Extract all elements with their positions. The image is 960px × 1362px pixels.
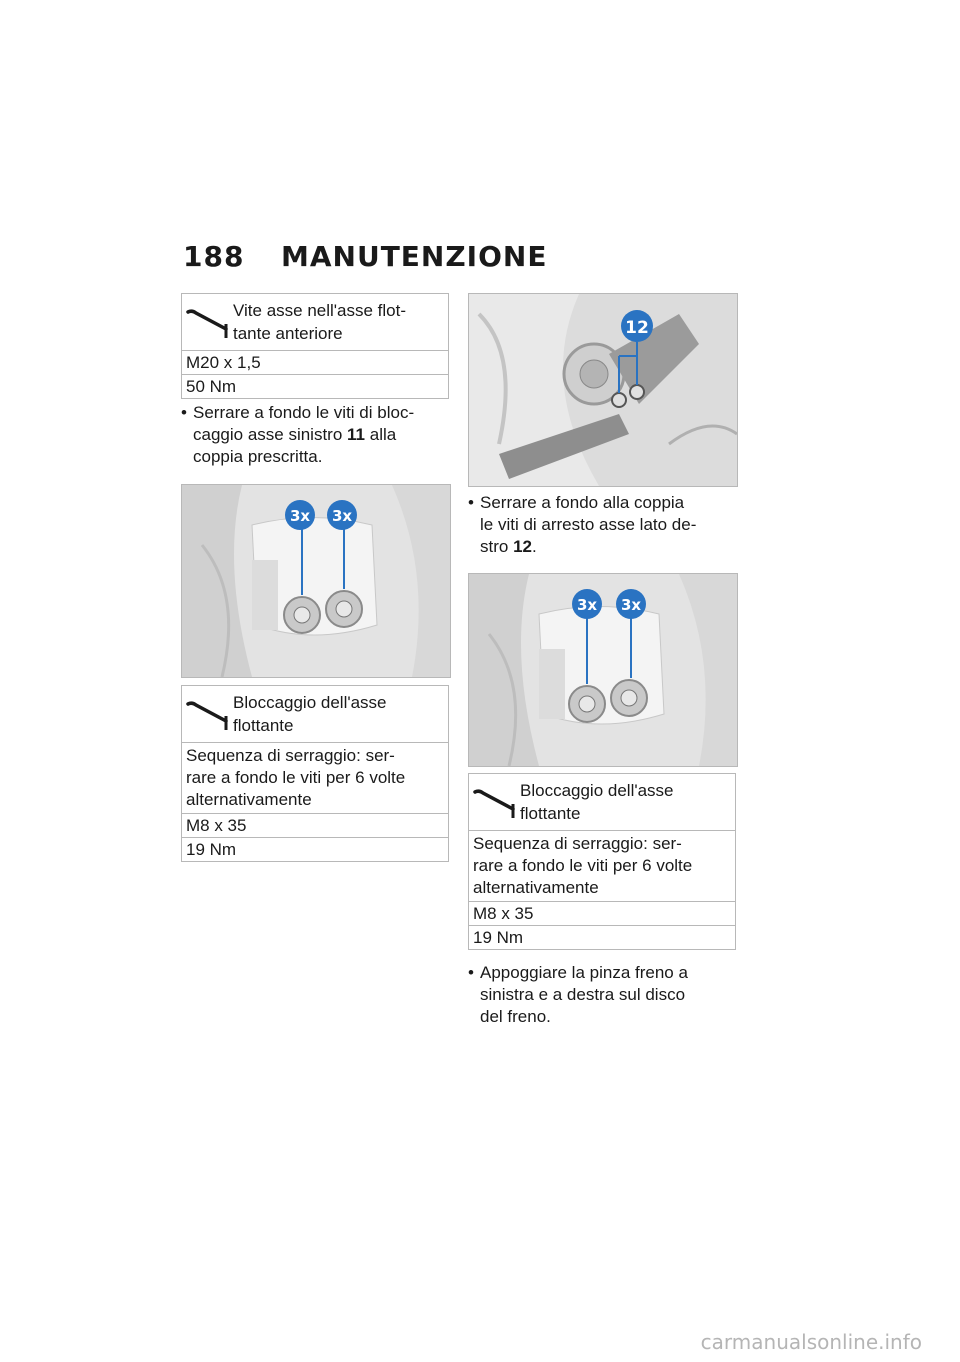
step-line: le viti di arresto asse lato de- xyxy=(480,515,697,534)
sequence-line: rare a fondo le viti per 6 volte xyxy=(473,856,693,875)
photo-axle-clamp-right xyxy=(468,573,738,767)
section-title: MANUTENZIONE xyxy=(281,240,548,273)
spec-title xyxy=(520,779,674,825)
photo-axle-right-side xyxy=(468,293,738,487)
spec-size: M8 x 35 xyxy=(182,814,448,838)
step-line: del freno. xyxy=(480,1007,551,1026)
callout-label: 12 xyxy=(625,318,649,338)
reference-number: 11 xyxy=(347,425,366,444)
page-number: 188 xyxy=(183,240,245,273)
bullet-dot: • xyxy=(468,963,474,982)
spec-sequence xyxy=(469,831,735,902)
spec-header xyxy=(469,774,735,831)
spec-title-line: tante anteriore xyxy=(233,324,343,343)
torque-wrench-icon xyxy=(473,784,521,820)
step-line: sinistra e a destra sul disco xyxy=(480,985,686,1004)
left-column-lower xyxy=(181,685,449,862)
spec-title-line: Vite asse nell'asse flot- xyxy=(233,301,407,320)
spec-torque: 19 Nm xyxy=(186,840,237,859)
spec-title-line: Bloccaggio dell'asse xyxy=(233,693,387,712)
spec-title-line: flottante xyxy=(233,716,294,735)
spec-title-line: flottante xyxy=(520,804,581,823)
torque-wrench-icon xyxy=(186,696,234,732)
spec-sequence xyxy=(182,743,448,814)
spec-torque: 50 Nm xyxy=(186,377,237,396)
spec-size: M20 x 1,5 xyxy=(182,351,448,375)
right-column-lower xyxy=(468,773,750,1028)
spec-header xyxy=(182,294,448,351)
sequence-line: alternativamente xyxy=(473,878,599,897)
torque-spec-axle-screw xyxy=(181,293,449,399)
callout-label: 3x xyxy=(576,596,598,614)
instruction-step xyxy=(468,492,750,558)
torque-spec-floating-axle xyxy=(468,773,736,950)
instruction-step xyxy=(468,962,750,1028)
spec-header xyxy=(182,686,448,743)
bullet-dot: • xyxy=(181,403,187,422)
sequence-line: alternativamente xyxy=(186,790,312,809)
spec-size: M8 x 35 xyxy=(469,902,735,926)
spec-title xyxy=(233,299,406,345)
sequence-line: Sequenza di serraggio: ser- xyxy=(473,834,682,853)
callout-label: 3x xyxy=(289,507,311,525)
step-line: Serrare a fondo le viti di bloc- xyxy=(193,403,415,422)
step-line: Appoggiare la pinza freno a xyxy=(480,963,688,982)
sequence-line: Sequenza di serraggio: ser- xyxy=(186,746,395,765)
step-line: Serrare a fondo alla coppia xyxy=(480,493,685,512)
instruction-step xyxy=(181,402,463,468)
step-line: stro 12. xyxy=(480,537,537,556)
torque-wrench-icon xyxy=(186,304,234,340)
left-column xyxy=(181,293,463,468)
callout-label: 3x xyxy=(331,507,353,525)
step-line: caggio asse sinistro 11 alla xyxy=(193,425,397,444)
step-line: coppia prescritta. xyxy=(193,447,323,466)
bullet-dot: • xyxy=(468,493,474,512)
watermark: carmanualsonline.info xyxy=(700,1330,922,1354)
sequence-line: rare a fondo le viti per 6 volte xyxy=(186,768,406,787)
spec-torque: 19 Nm xyxy=(473,928,524,947)
torque-spec-floating-axle xyxy=(181,685,449,862)
spec-title-line: Bloccaggio dell'asse xyxy=(520,781,674,800)
spec-title xyxy=(233,691,387,737)
page-header xyxy=(183,240,547,273)
photo-axle-clamp-left xyxy=(181,484,451,678)
callout-label: 3x xyxy=(620,596,642,614)
reference-number: 12 xyxy=(513,537,532,556)
